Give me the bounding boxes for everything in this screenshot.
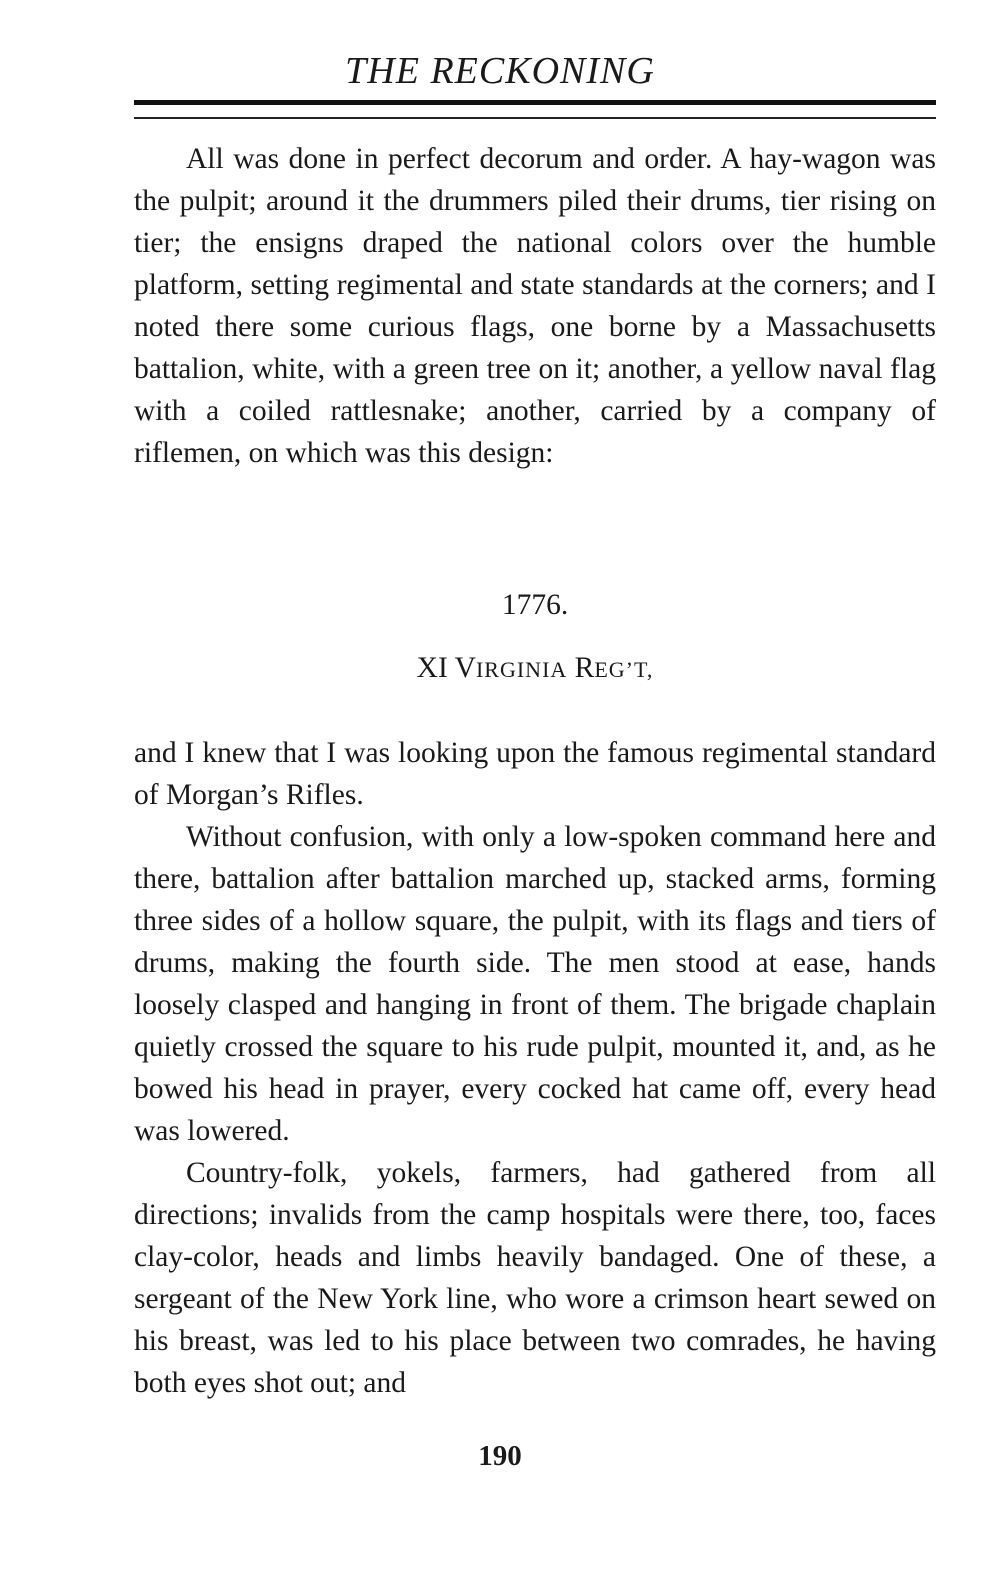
- text-block-bottom: [134, 732, 936, 1404]
- virginia-rest: IRGINIA: [475, 657, 568, 682]
- paragraph-4: Country-folk, yokels, farmers, had gathered from all directions; invalids from the camp hospitals were there, too, faces clay-color, heads and limbs heavily bandaged. One of these, a sergeant of the New York line, who wore a crimson heart sewed on his breast, was led to his place between two comrades, he having both eyes shot out; and: [134, 1157, 936, 1399]
- regt-initial: R: [574, 652, 595, 684]
- virginia-initial: V: [454, 652, 476, 684]
- paragraph-2: and I knew that I was looking upon the famous regimental standard of Morgan’s Rifles.: [134, 737, 936, 811]
- text-block-top: [134, 138, 936, 474]
- page-number: 190: [478, 1440, 522, 1472]
- running-head: THE RECKONING: [345, 50, 655, 92]
- regiment-numeral: XI: [416, 652, 448, 684]
- paragraph-3: Without confusion, with only a low-spoken command here and there, battalion after battalion marched up, stacked arms, forming three sides of a hollow square, the pulpit, with its flags and tiers of drums, making the fourth side. The men stood at ease, hands loosely clasped and hanging in front of them. The brigade chaplain quietly crossed the square to his rude pulpit, mounted it, and, as he bowed his head in prayer, every cocked hat came off, every head was lowered.: [134, 821, 936, 1147]
- header-rule-thin: [134, 117, 936, 119]
- paragraph-1: All was done in perfect decorum and order. A hay-wagon was the pulpit; around it the drummers piled their drums, tier rising on tier; the ensigns draped the national colors over the humble platform, setting regimental and state standards at the corners; and I noted there some curious flags, one borne by a Massachusetts battalion, white, with a green tree on it; another, a yellow naval flag with a coiled rattlesnake; another, carried by a company of riflemen, on which was this design:: [134, 143, 936, 469]
- header-rule-thick: [134, 100, 936, 105]
- flag-year: 1776.: [501, 589, 569, 621]
- flag-regiment: [134, 647, 936, 691]
- regt-rest: EG’T,: [594, 657, 654, 682]
